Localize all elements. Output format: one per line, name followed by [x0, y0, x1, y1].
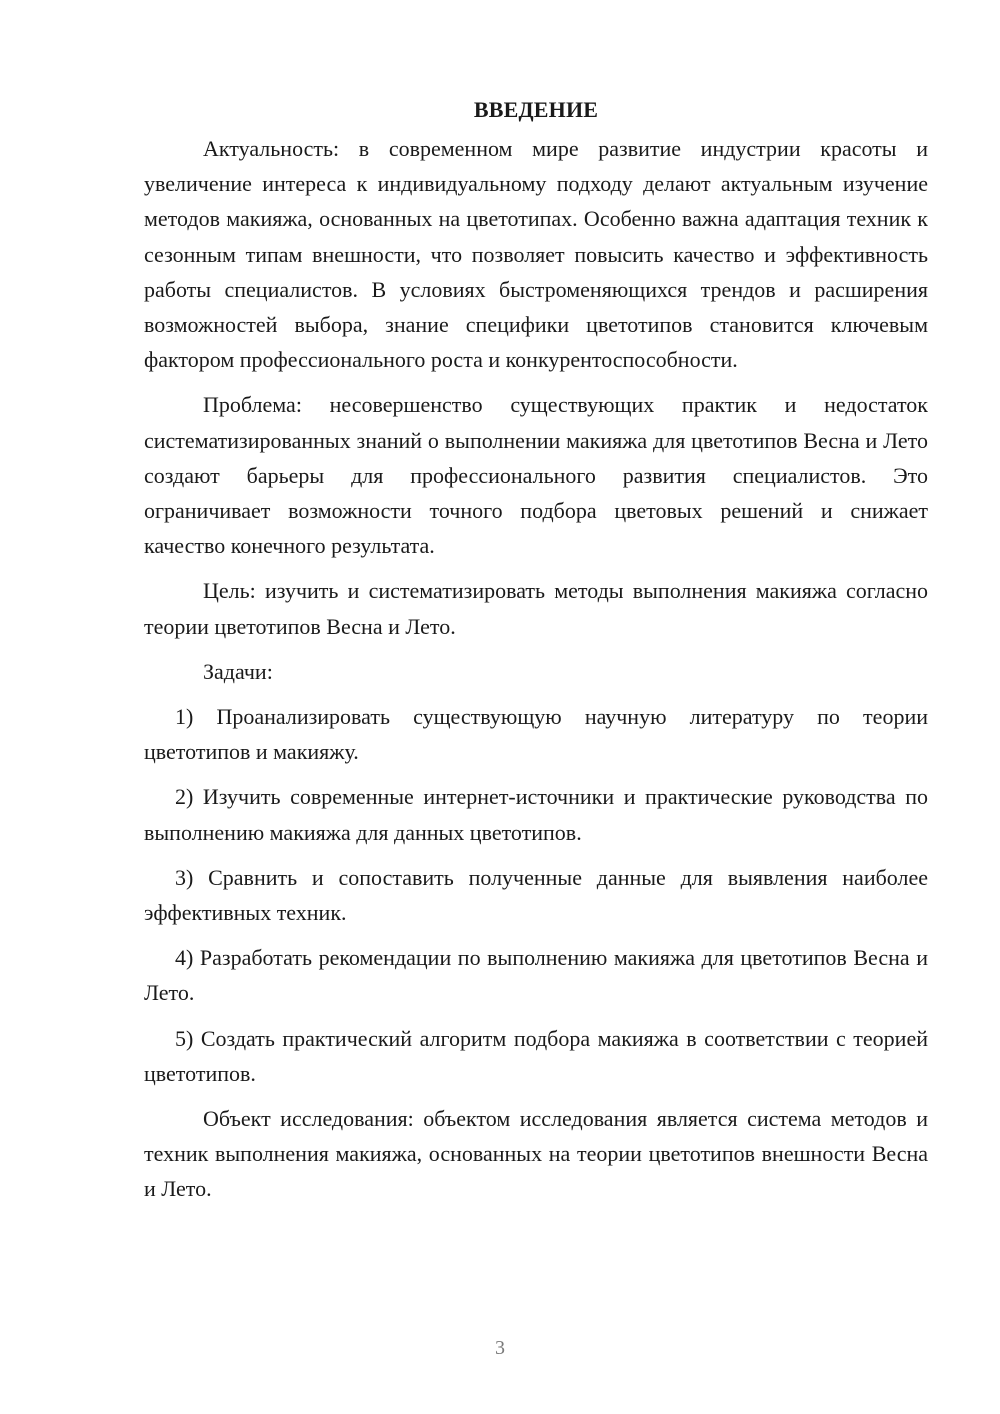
paragraph-object: Объект исследования: объектом исследования является система методов и техник выполнения макияжа, основанных на теории цветотипов внешности Весна и Лето.	[144, 1106, 928, 1202]
task-item-2: 2) Изучить современные интернет-источники и практические руководства по выполнению макияжа для данных цветотипов.	[144, 784, 928, 845]
task-item-1: 1) Проанализировать существующую научную литературу по теории цветотипов и макияжу.	[144, 704, 928, 765]
task-item-5: 5) Создать практический алгоритм подбора макияжа в соответствии с теорией цветотипов.	[144, 1025, 928, 1086]
paragraph-problem: Проблема: несовершенство существующих практик и недостаток систематизированных знаний о выполнении макияжа для цветотипов Весна и Лето создают барьеры для профессионального развития специалистов. Это ограничивает возможности точного подбора цветовых решений и снижает качество конечного результата.	[144, 392, 928, 559]
tasks-label: Задачи:	[203, 658, 273, 684]
task-item-3: 3) Сравнить и сопоставить полученные данные для выявления наиболее эффективных техник.	[144, 864, 928, 926]
page-number: 3	[495, 1337, 505, 1359]
section-title: ВВЕДЕНИЕ	[473, 97, 599, 122]
document-page	[144, 96, 928, 1207]
paragraph-relevance: Актуальность: в современном мире развитие индустрии красоты и увеличение интереса к индивидуальному подходу делают актуальным изучение методов макияжа, основанных на цветотипах. Особенно важна адаптация техник к сезонным типам внешности, что позволяет повысить качество и эффективность работы специалистов. В условиях быстроменяющихся трендов и расширения возможностей выбора, знание специфики цветотипов становится ключевым фактором профессионального роста и конкурентоспособности.	[144, 136, 928, 373]
task-item-4: 4) Разработать рекомендации по выполнению макияжа для цветотипов Весна и Лето.	[144, 945, 928, 1006]
paragraph-goal: Цель: изучить и систематизировать методы выполнения макияжа согласно теории цветотипов Весна и Лето.	[144, 578, 928, 639]
